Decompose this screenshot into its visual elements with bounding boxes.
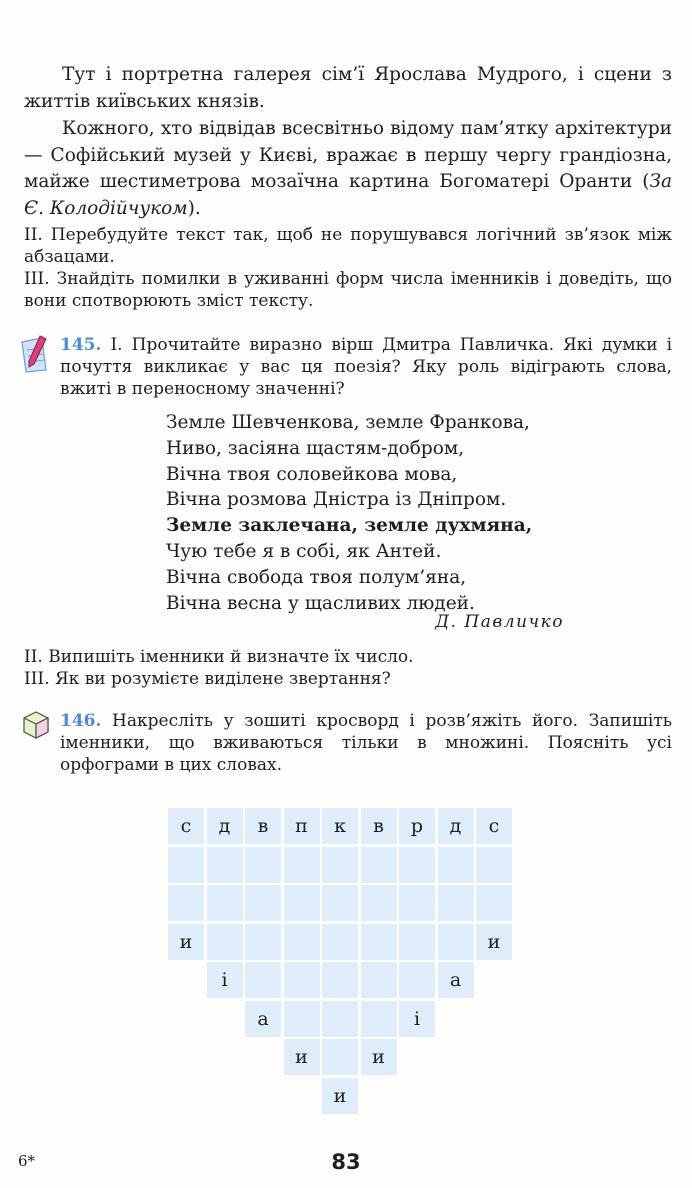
crossword-cell — [284, 847, 320, 883]
crossword-cell: с — [476, 808, 512, 844]
crossword-cell — [361, 1001, 397, 1037]
poem-line-highlighted: Земле заклечана, земле духмяна, — [166, 515, 533, 537]
crossword-cell: и — [322, 1078, 358, 1114]
crossword-cell — [361, 924, 397, 960]
crossword-cell: р — [399, 808, 435, 844]
crossword-cell — [207, 924, 243, 960]
crossword-cell: а — [245, 1001, 281, 1037]
exercise-145-number: 145. — [60, 335, 102, 355]
crossword-cell — [438, 924, 474, 960]
exercise-145-task-2: ІІ. Випишіть іменники й визначте їх число. — [24, 647, 414, 667]
crossword-cell: и — [361, 1039, 397, 1075]
text-source: За Є. Колодійчуком — [24, 171, 672, 219]
pencil-icon — [18, 334, 52, 374]
crossword-cell: і — [399, 1001, 435, 1037]
paragraph-1: Тут і портретна галерея сім’ї Ярослава Мудрого, і сцени з життів київських князів. — [24, 64, 672, 112]
crossword-cell — [438, 847, 474, 883]
paragraph-2 — [24, 116, 672, 222]
crossword-cell: и — [284, 1039, 320, 1075]
task-2: ІІ. Перебудуйте текст так, щоб не порушувався логічний зв’язок між абзацами. — [24, 225, 672, 267]
exercise-146-task-text: Накресліть у зошиті кросворд і розв’яжіть його. Запишіть іменники, що вживаються тільки в множині. Поясніть усі орфограми в цих словах. — [60, 711, 672, 775]
paragraph-2-text: Кожного, хто відвідав всесвітньо відому пам’ятку архітектури — Софійський музей у Києві, вражає в першу чергу грандіозна, майже шестиметрова мозаїчна картина Богоматері Оранти ( — [24, 118, 672, 192]
crossword-cell — [245, 962, 281, 998]
crossword-cell: в — [361, 808, 397, 844]
crossword-cell — [322, 1039, 358, 1075]
crossword-cell: д — [207, 808, 243, 844]
poem-line: Вічна розмова Дністра із Дніпром. — [166, 489, 507, 511]
crossword-cell — [476, 885, 512, 921]
poem-line: Вічна твоя соловейкова мова, — [166, 463, 458, 485]
poem-line: Вічна свобода твоя полум’яна, — [166, 566, 467, 588]
crossword-cell: и — [168, 924, 204, 960]
crossword-cell: с — [168, 808, 204, 844]
task-3: ІІІ. Знайдіть помилки в уживанні форм числа іменників і доведіть, що вони спотворюють зміст тексту. — [24, 269, 672, 311]
crossword-cell — [399, 924, 435, 960]
crossword-cell — [322, 847, 358, 883]
crossword-cell — [399, 885, 435, 921]
poem-line: Чую тебе я в собі, як Антей. — [166, 540, 442, 562]
crossword-cell — [438, 885, 474, 921]
crossword-cell — [284, 885, 320, 921]
crossword-cell — [399, 962, 435, 998]
exercise-145-task-1 — [60, 334, 672, 400]
exercise-145-task-3: ІІІ. Як ви розумієте виділене звертання? — [24, 669, 391, 689]
exercise-146-number: 146. — [60, 711, 102, 731]
printer-signature: 6* — [18, 1152, 36, 1170]
poem-author: Д. Павличко — [435, 612, 564, 632]
exercise-146-task — [60, 710, 672, 776]
crossword-cell — [476, 847, 512, 883]
poem-line: Ниво, засіяна щастям-добром, — [166, 437, 465, 459]
crossword-cell — [284, 962, 320, 998]
crossword-cell: и — [476, 924, 512, 960]
poem-line: Земле Шевченкова, земле Франкова, — [166, 412, 530, 433]
poem — [166, 410, 532, 616]
page-number: 83 — [331, 1150, 361, 1174]
cube-icon — [22, 710, 50, 740]
crossword-cell — [245, 847, 281, 883]
crossword-cell — [322, 885, 358, 921]
crossword-cell — [361, 885, 397, 921]
crossword-cell: і — [207, 962, 243, 998]
crossword-cell — [361, 962, 397, 998]
crossword-cell — [207, 847, 243, 883]
crossword-cell — [322, 1001, 358, 1037]
crossword-cell: в — [245, 808, 281, 844]
crossword-cell: к — [322, 808, 358, 844]
crossword-cell — [207, 885, 243, 921]
exercise-145-task-1-text: І. Прочитайте виразно вірш Дмитра Павличка. Які думки і почуття викликає у вас ця поезія? Яку роль відіграють слова, вжиті в переносному значенні? — [60, 335, 673, 399]
poem-line: Вічна весна у щасливих людей. — [166, 592, 475, 614]
crossword-cell — [361, 847, 397, 883]
crossword-cell — [168, 885, 204, 921]
crossword-cell — [284, 924, 320, 960]
crossword-cell — [245, 885, 281, 921]
crossword-cell: п — [284, 808, 320, 844]
crossword-cell — [168, 847, 204, 883]
crossword-cell: д — [438, 808, 474, 844]
crossword-cell — [399, 847, 435, 883]
crossword-cell — [322, 924, 358, 960]
paragraph-2-end: ). — [187, 197, 201, 219]
crossword-cell: а — [438, 962, 474, 998]
crossword-cell — [284, 1001, 320, 1037]
crossword-cell — [322, 962, 358, 998]
crossword-cell — [245, 924, 281, 960]
